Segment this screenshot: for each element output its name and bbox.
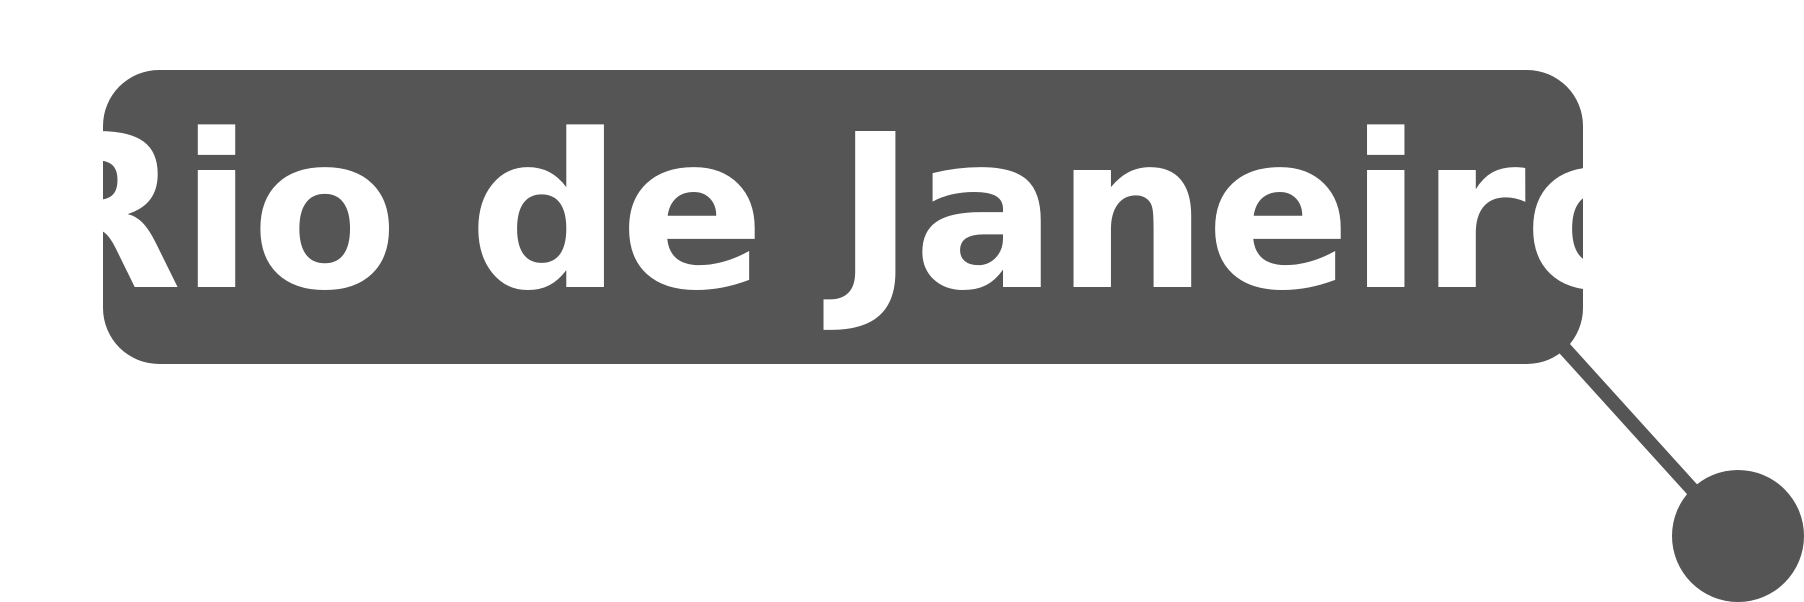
city-label-text: Rio de Janeiro [17,89,1669,338]
location-marker-dot[interactable] [1672,470,1804,602]
city-label-box[interactable] [17,70,1669,364]
